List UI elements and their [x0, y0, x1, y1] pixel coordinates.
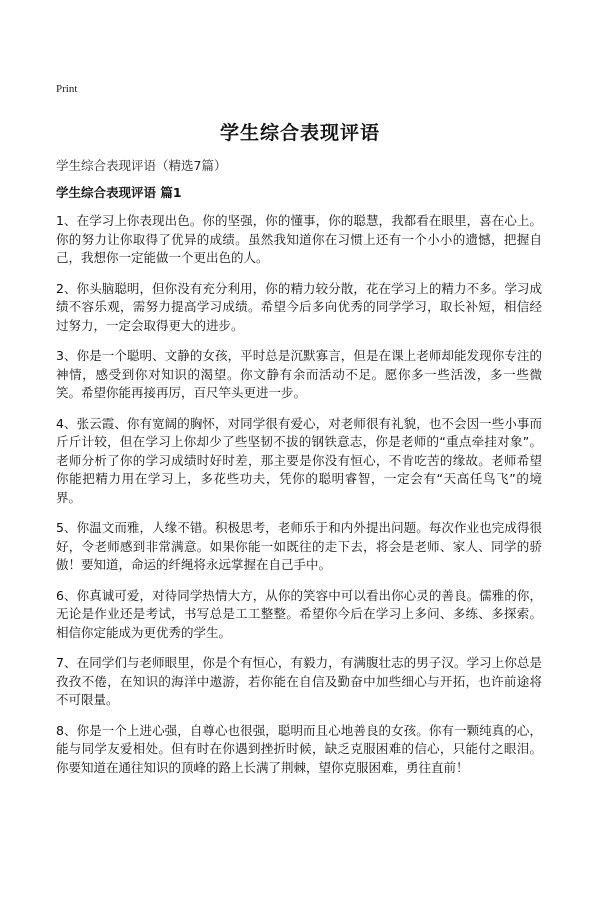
comment-paragraph-1: 1、在学习上你表现出色。你的坚强，你的懂事，你的聪慧，我都看在眼里，喜在心上。你的努力让你取得了优异的成绩。虽然我知道你在习惯上还有一个小小的遗憾，把握自己，我想你一定能做一个更出色的人。 — [56, 213, 542, 265]
section-heading: 学生综合表现评语 篇1 — [56, 185, 182, 200]
print-label: Print — [56, 83, 78, 95]
comment-paragraph-2: 2、你头脑聪明，但你没有充分利用，你的精力较分散，花在学习上的精力不多。学习成绩不容乐观，需努力提高学习成绩。希望今后多向优秀的同学学习，取长补短，相信经过努力，一定会取得更大的进步。 — [56, 280, 542, 333]
comment-paragraph-3: 3、你是一个聪明、文静的女孩，平时总是沉默寡言，但是在课上老师却能发现你专注的神情，感受到你对知识的渴望。你文静有余而活动不足。愿你多一些活泼，多一些微笑。希望你能再接再厉，百尺竿头更进一步。 — [56, 348, 542, 400]
comment-paragraph-4: 4、张云霞、你有宽阔的胸怀，对同学很有爱心，对老师很有礼貌，也不会因一些小事而斤斤计较，但在学习上你却少了些坚韧不拔的钢铁意志，你是老师的“重点牵挂对象”。老师分析了你的学习成绩时好时差，那主要是你没有恒心，不肯吃苦的缘故。老师希望你能把精力用在学习上，多花些功夫，凭你的聪明睿智，一定会有“天高任鸟飞”的境界。 — [56, 415, 542, 505]
comment-paragraph-6: 6、你真诚可爱，对待同学热情大方，从你的笑容中可以看出你心灵的善良。儒雅的你，无论是作业还是考试，书写总是工工整整。希望你今后在学习上多问、多练、多探索。相信你定能成为更优秀的学生。 — [56, 587, 542, 640]
document-title: 学生综合表现评语 — [219, 122, 380, 144]
document-subtitle: 学生综合表现评语（精选7篇） — [56, 158, 227, 173]
comment-list — [56, 212, 542, 789]
comment-paragraph-7: 7、在同学们与老师眼里，你是个有恒心，有毅力，有满腹壮志的男子汉。学习上你总是孜孜不倦，在知识的海洋中遨游，若你能在自信及勤奋中加些细心与开拓，也许前途将不可限量。 — [56, 655, 542, 707]
comment-paragraph-8: 8、你是一个上进心强，自尊心也很强，聪明而且心地善良的女孩。你有一颗纯真的心，能与同学友爱相处。但有时在你遇到挫折时候，缺乏克服困难的信心，只能付之眼泪。你要知道在通往知识的顶峰的路上长满了荆棘，望你克服困难，勇往直前！ — [56, 722, 542, 775]
comment-paragraph-5: 5、你温文而雅，人缘不错。积极思考，老师乐于和内外提出问题。每次作业也完成得很好，令老师感到非常满意。如果你能一如既往的走下去，将会是老师、家人、同学的骄傲！要知道，命运的纤绳将永远掌握在自己手中。 — [56, 520, 542, 572]
